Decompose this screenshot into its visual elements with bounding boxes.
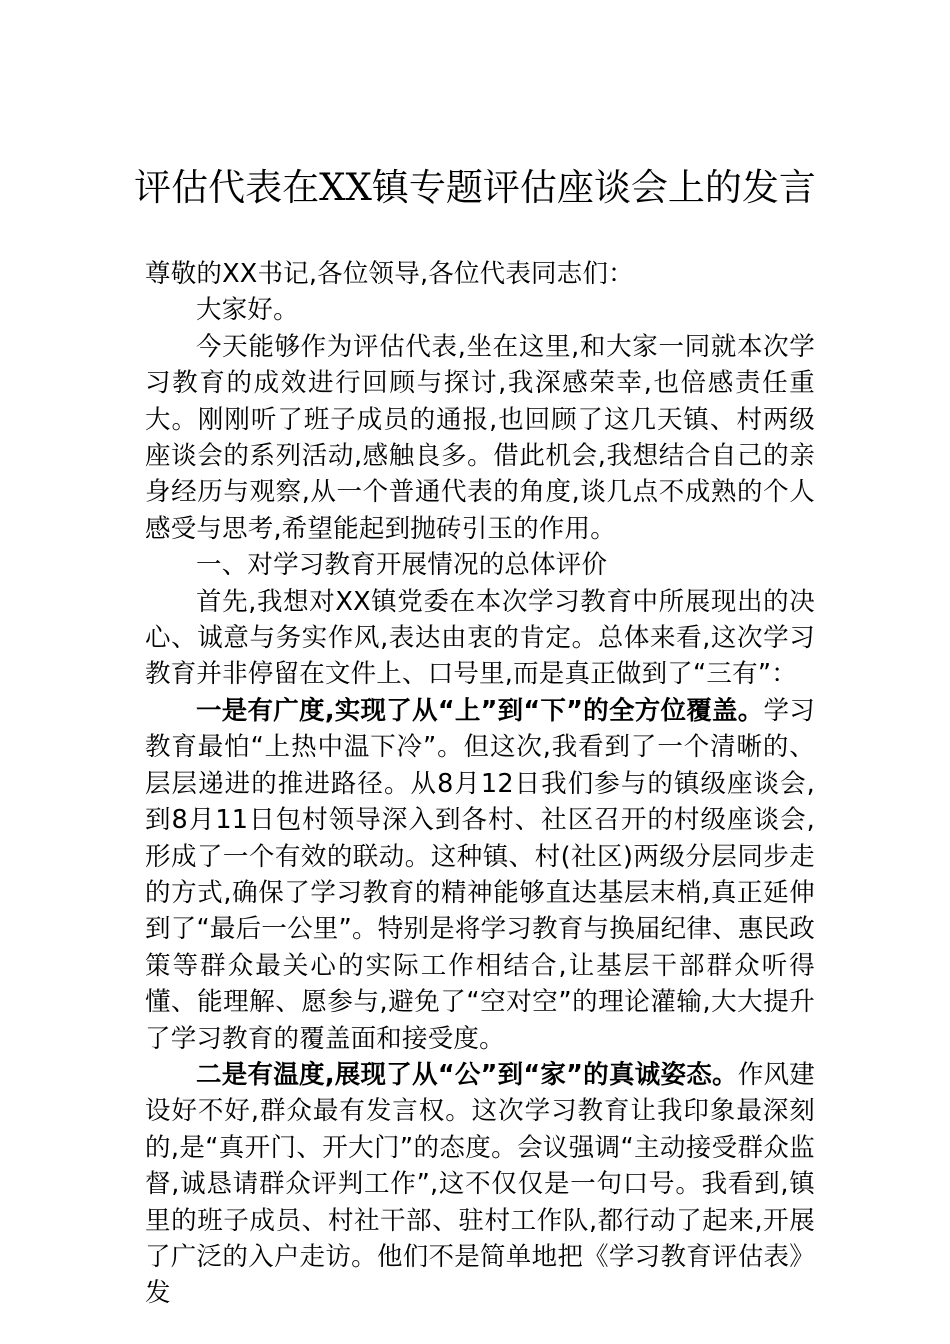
- salutation: 尊敬的XX书记,各位领导,各位代表同志们：: [145, 259, 634, 289]
- point2-paragraph: [145, 1057, 815, 1312]
- section1-intro-paragraph: 首先,我想对XX镇党委在本次学习教育中所展现出的决心、诚意与务实作风,表达由衷的肯定。总体来看,这次学习教育并非停留在文件上、口号里,而是真正做到了“三有”：: [145, 586, 815, 690]
- greeting: 大家好。: [196, 295, 299, 326]
- point1-text: 学习教育最怕“上热中温下冷”。但这次,我看到了一个清晰的、层层递进的推进路径。从8月12日我们参与的镇级座谈会,到8月11日包村领导深入到各村、社区召开的村级座谈会,形成了一个有效的联动。这种镇、村(社区)两级分层同步走的方式,确保了学习教育的精神能够直达基层末梢,真正延伸到了“最后一公里”。特别是将学习教育与换届纪律、惠民政策等群众最关心的实际工作相结合,让基层干部群众听得懂、能理解、愿参与,避免了“空对空”的理论灌输,大大提升了学习教育的覆盖面和接受度。: [145, 695, 815, 1054]
- point1-paragraph: [145, 693, 815, 1057]
- point1-lead: 一是有广度,实现了从“上”到“下”的全方位覆盖。: [196, 695, 764, 726]
- document-body: [145, 256, 815, 1312]
- intro-paragraph: 今天能够作为评估代表,坐在这里,和大家一同就本次学习教育的成效进行回顾与探讨,我深感荣幸,也倍感责任重大。刚刚听了班子成员的通报,也回顾了这几天镇、村两级座谈会的系列活动,感触良多。借此机会,我想结合自己的亲身经历与观察,从一个普通代表的角度,谈几点不成熟的个人感受与思考,希望能起到抛砖引玉的作用。: [145, 331, 815, 544]
- point2-text: 作风建设好不好,群众最有发言权。这次学习教育让我印象最深刻的,是“真开门、开大门”的态度。会议强调“主动接受群众监督,诚恳请群众评判工作”,这不仅仅是一句口号。我看到,镇里的班子成员、村社干部、驻村工作队,都行动了起来,开展了广泛的入户走访。他们不是简单地把《学习教育评估表》发: [145, 1059, 815, 1309]
- section1-heading: 一、对学习教育开展情况的总体评价: [196, 550, 608, 581]
- page-title: 评估代表在XX镇专题评估座谈会上的发言: [134, 166, 816, 209]
- point2-lead: 二是有温度,展现了从“公”到“家”的真诚姿态。: [196, 1059, 738, 1090]
